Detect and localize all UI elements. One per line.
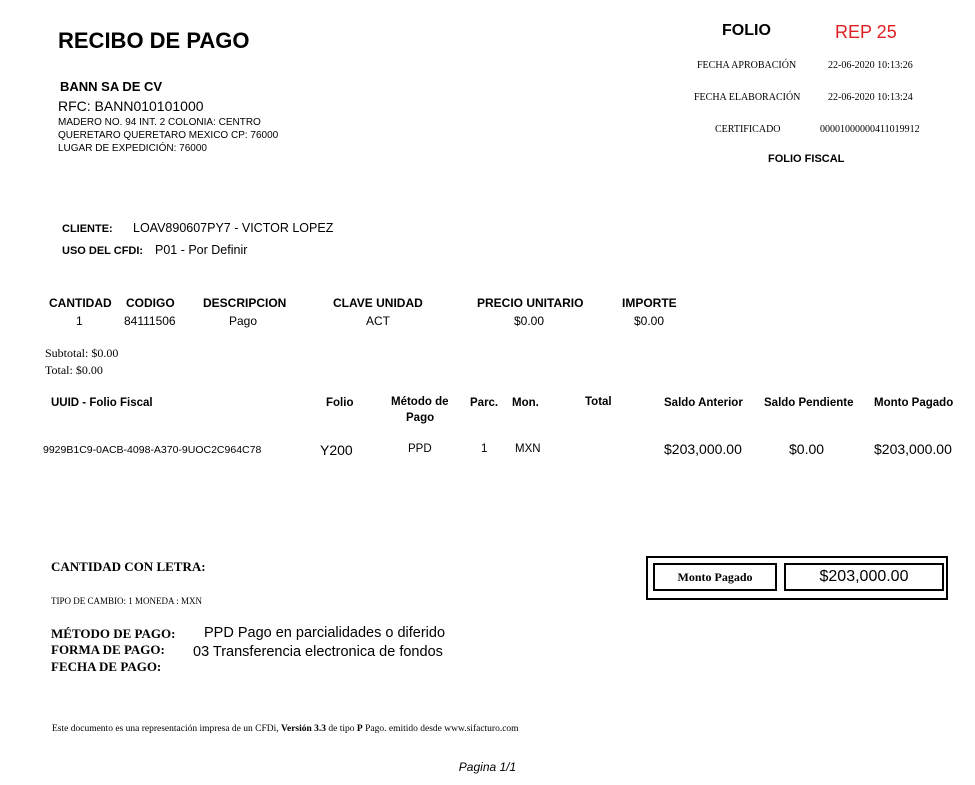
footer-note-part1: Este documento es una representación impresa de un CFDi,	[52, 724, 281, 734]
cell-parc: 1	[481, 443, 488, 455]
metodo-pago-label: MÉTODO DE PAGO:	[51, 626, 176, 641]
cell-descripcion: Pago	[229, 314, 258, 328]
footer-note	[52, 724, 519, 734]
cell-uuid: 9929B1C9-0ACB-4098-A370-9UOC2C964C78	[43, 444, 262, 456]
header-parc: Parc.	[470, 397, 499, 409]
subtotal: Subtotal: $0.00	[45, 346, 119, 360]
cantidad-con-letra-label: CANTIDAD CON LETRA:	[51, 559, 206, 574]
forma-pago-value: 03 Transferencia electronica de fondos	[193, 644, 443, 660]
address-line-3: LUGAR DE EXPEDICIÓN: 76000	[58, 143, 207, 154]
cell-mon: MXN	[515, 443, 541, 455]
header-cantidad: CANTIDAD	[49, 296, 112, 310]
cell-metodo: PPD	[408, 443, 432, 455]
certificado-label: CERTIFICADO	[715, 124, 781, 135]
header-descripcion: DESCRIPCION	[203, 296, 287, 310]
monto-pagado-label: Monto Pagado	[653, 563, 777, 591]
footer-note-tipo: P	[356, 724, 363, 734]
header-total: Total	[585, 396, 612, 408]
cell-saldo-pendiente: $0.00	[789, 441, 825, 457]
cell-codigo: 84111506	[124, 314, 176, 328]
header-monto-pagado: Monto Pagado	[874, 397, 954, 409]
fecha-aprobacion-value: 22-06-2020 10:13:26	[828, 60, 913, 71]
cliente-value: LOAV890607PY7 - VICTOR LOPEZ	[133, 221, 334, 235]
footer-note-part2: de tipo	[326, 724, 357, 734]
folio-value: REP 25	[835, 22, 897, 42]
document-title: RECIBO DE PAGO	[58, 28, 250, 53]
monto-pagado-value: $203,000.00	[784, 563, 944, 591]
cell-folio: Y200	[320, 442, 353, 458]
cell-clave-unidad: ACT	[366, 314, 390, 328]
fecha-elaboracion-value: 22-06-2020 10:13:24	[828, 92, 913, 103]
fecha-aprobacion-label: FECHA APROBACIÓN	[697, 60, 797, 71]
footer-note-version: Versión 3.3	[281, 724, 327, 734]
tipo-cambio: TIPO DE CAMBIO: 1 MONEDA : MXN	[51, 596, 203, 606]
address-line-1: MADERO NO. 94 INT. 2 COLONIA: CENTRO	[58, 117, 261, 128]
address-line-2: QUERETARO QUERETARO MEXICO CP: 76000	[58, 130, 279, 141]
header-saldo-pendiente: Saldo Pendiente	[764, 397, 854, 409]
fecha-elaboracion-label: FECHA ELABORACIÓN	[694, 92, 801, 103]
fecha-pago-label: FECHA DE PAGO:	[51, 659, 162, 674]
header-codigo: CODIGO	[126, 296, 175, 310]
cell-importe: $0.00	[634, 314, 665, 328]
header-metodo-line2: Pago	[406, 412, 435, 424]
header-precio-unitario: PRECIO UNITARIO	[477, 296, 584, 310]
company-name: BANN SA DE CV	[60, 79, 163, 94]
company-rfc: RFC: BANN010101000	[58, 98, 204, 114]
total: Total: $0.00	[45, 363, 103, 377]
forma-pago-label: FORMA DE PAGO:	[51, 642, 165, 657]
cell-precio-unitario: $0.00	[514, 314, 545, 328]
header-clave-unidad: CLAVE UNIDAD	[333, 296, 423, 310]
header-metodo-line1: Método de	[391, 396, 449, 408]
header-saldo-anterior: Saldo Anterior	[664, 397, 743, 409]
uso-cfdi-value: P01 - Por Definir	[155, 243, 248, 257]
header-importe: IMPORTE	[622, 296, 677, 310]
page-number: Pagina 1/1	[458, 760, 517, 774]
folio-label: FOLIO	[722, 22, 771, 39]
metodo-pago-value: PPD Pago en parcialidades o diferido	[204, 625, 446, 641]
cell-monto-pagado: $203,000.00	[874, 441, 952, 457]
cell-saldo-anterior: $203,000.00	[664, 441, 742, 457]
cell-cantidad: 1	[76, 314, 83, 328]
cliente-label: CLIENTE:	[62, 223, 113, 235]
folio-fiscal-label: FOLIO FISCAL	[768, 153, 845, 165]
header-mon: Mon.	[512, 397, 539, 409]
certificado-value: 00001000000411019912	[820, 124, 920, 135]
uso-cfdi-label: USO DEL CFDI:	[62, 245, 144, 257]
footer-note-part3: Pago. emitido desde www.sifacturo.com	[362, 724, 519, 734]
header-folio: Folio	[326, 397, 354, 409]
header-uuid: UUID - Folio Fiscal	[51, 397, 153, 409]
